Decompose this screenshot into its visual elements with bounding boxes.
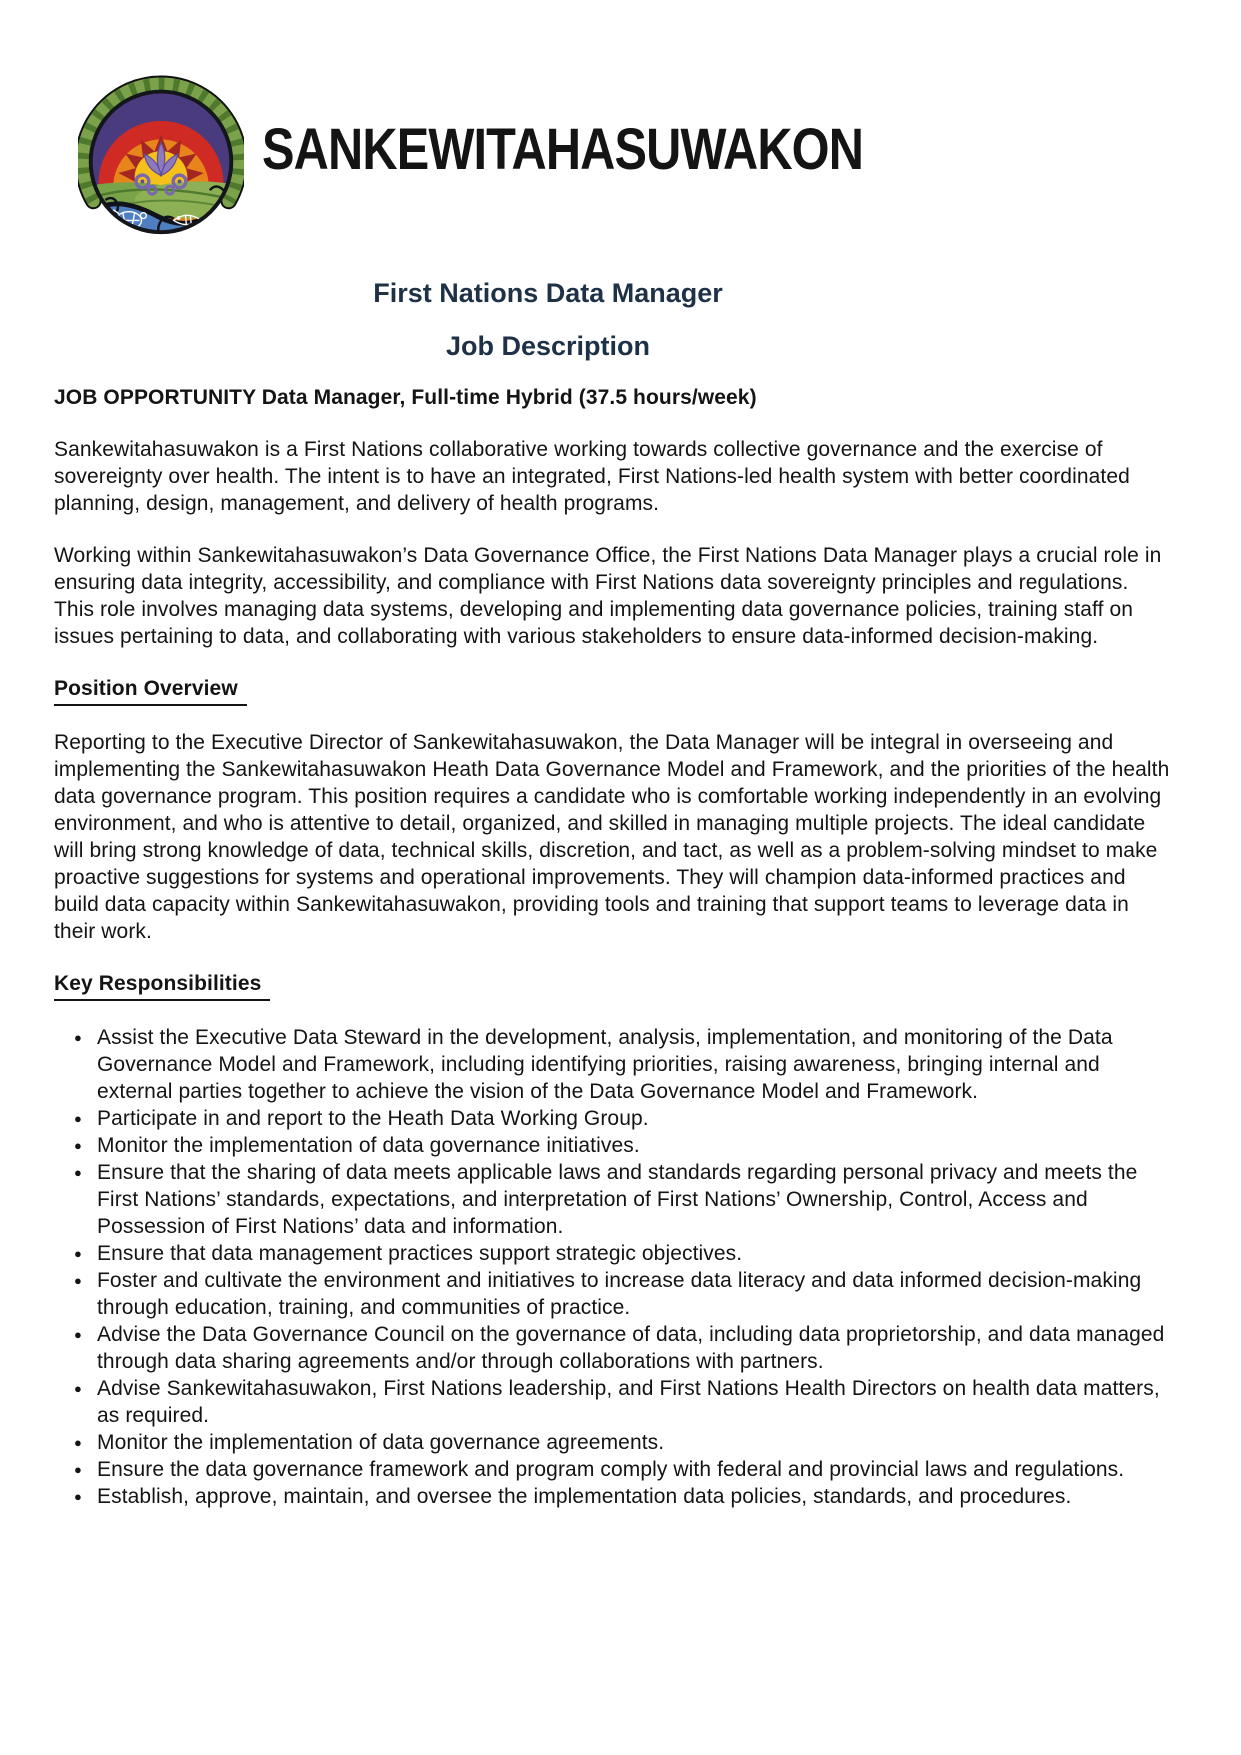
- document-body: [54, 384, 1170, 1510]
- doc-subtitle: Job Description: [445, 331, 651, 361]
- list-item: ● Participate in and report to the Heath Data Working Group.: [54, 1105, 1170, 1132]
- list-item: ● Advise the Data Governance Council on the governance of data, including data proprietorship, and data managed through data sharing agreements and/or through collaborations with partners.: [54, 1321, 1170, 1375]
- job-opportunity-line: JOB OPPORTUNITY Data Manager, Full-time Hybrid (37.5 hours/week): [54, 386, 757, 409]
- list-item: ● Advise Sankewitahasuwakon, First Nations leadership, and First Nations Health Directors on health data matters, as required.: [54, 1375, 1170, 1429]
- list-item: ● Foster and cultivate the environment and initiatives to increase data literacy and data informed decision-making through education, training, and communities of practice.: [54, 1267, 1170, 1321]
- list-item: ● Ensure the data governance framework and program comply with federal and provincial laws and regulations.: [54, 1456, 1170, 1483]
- list-item: ● Establish, approve, maintain, and oversee the implementation data policies, standards, and procedures.: [54, 1483, 1170, 1510]
- key-responsibilities-heading: Key Responsibilities: [54, 970, 270, 1001]
- sankewitahasuwakon-logo-icon: [78, 72, 244, 242]
- position-overview-paragraph: Reporting to the Executive Director of Sankewitahasuwakon, the Data Manager will be integral in overseeing and implementing the Sankewitahasuwakon Heath Data Governance Model and Framework, and the priorities of the health data governance program. This position requires a candidate who is comfortable working independently in an evolving environment, and who is attentive to detail, organized, and skilled in managing multiple projects. The ideal candidate will bring strong knowledge of data, technical skills, discretion, and tact, as well as a problem-solving mindset to make proactive suggestions for systems and operational improvements. They will champion data-informed practices and build data capacity within Sankewitahasuwakon, providing tools and training that support teams to leverage data in their work.: [54, 731, 1170, 943]
- position-overview-heading: Position Overview: [54, 675, 247, 706]
- list-item: ● Monitor the implementation of data governance initiatives.: [54, 1132, 1170, 1159]
- list-item: ● Assist the Executive Data Steward in the development, analysis, implementation, and monitoring of the Data Governance Model and Framework, including identifying priorities, raising awareness, bringing internal and external parties together to achieve the vision of the Data Governance Model and Framework.: [54, 1024, 1170, 1105]
- list-item: ● Ensure that the sharing of data meets applicable laws and standards regarding personal privacy and meets the First Nations’ standards, expectations, and interpretation of First Nations’ Ownership, Control, Access and Possession of First Nations’ data and information.: [54, 1159, 1170, 1240]
- org-title: SANKEWITAHASUWAKON: [262, 117, 864, 182]
- intro-paragraph-2: Working within Sankewitahasuwakon’s Data Governance Office, the First Nations Data Manager plays a crucial role in ensuring data integrity, accessibility, and compliance with First Nations data sovereignty principles and regulations. This role involves managing data systems, developing and implementing data governance policies, training staff on issues pertaining to data, and collaborating with various stakeholders to ensure data-informed decision-making.: [54, 544, 1162, 648]
- doc-title: First Nations Data Manager: [373, 278, 723, 308]
- list-item: ● Ensure that data management practices support strategic objectives.: [54, 1240, 1170, 1267]
- key-responsibilities-list: [54, 1024, 1170, 1510]
- list-item: ● Monitor the implementation of data governance agreements.: [54, 1429, 1170, 1456]
- intro-paragraph-1: Sankewitahasuwakon is a First Nations collaborative working towards collective governance and the exercise of sovereignty over health. The intent is to have an integrated, First Nations-led health system with better coordinated planning, design, management, and delivery of health programs.: [54, 438, 1130, 515]
- sankewitahasuwakon-logo: [78, 72, 244, 242]
